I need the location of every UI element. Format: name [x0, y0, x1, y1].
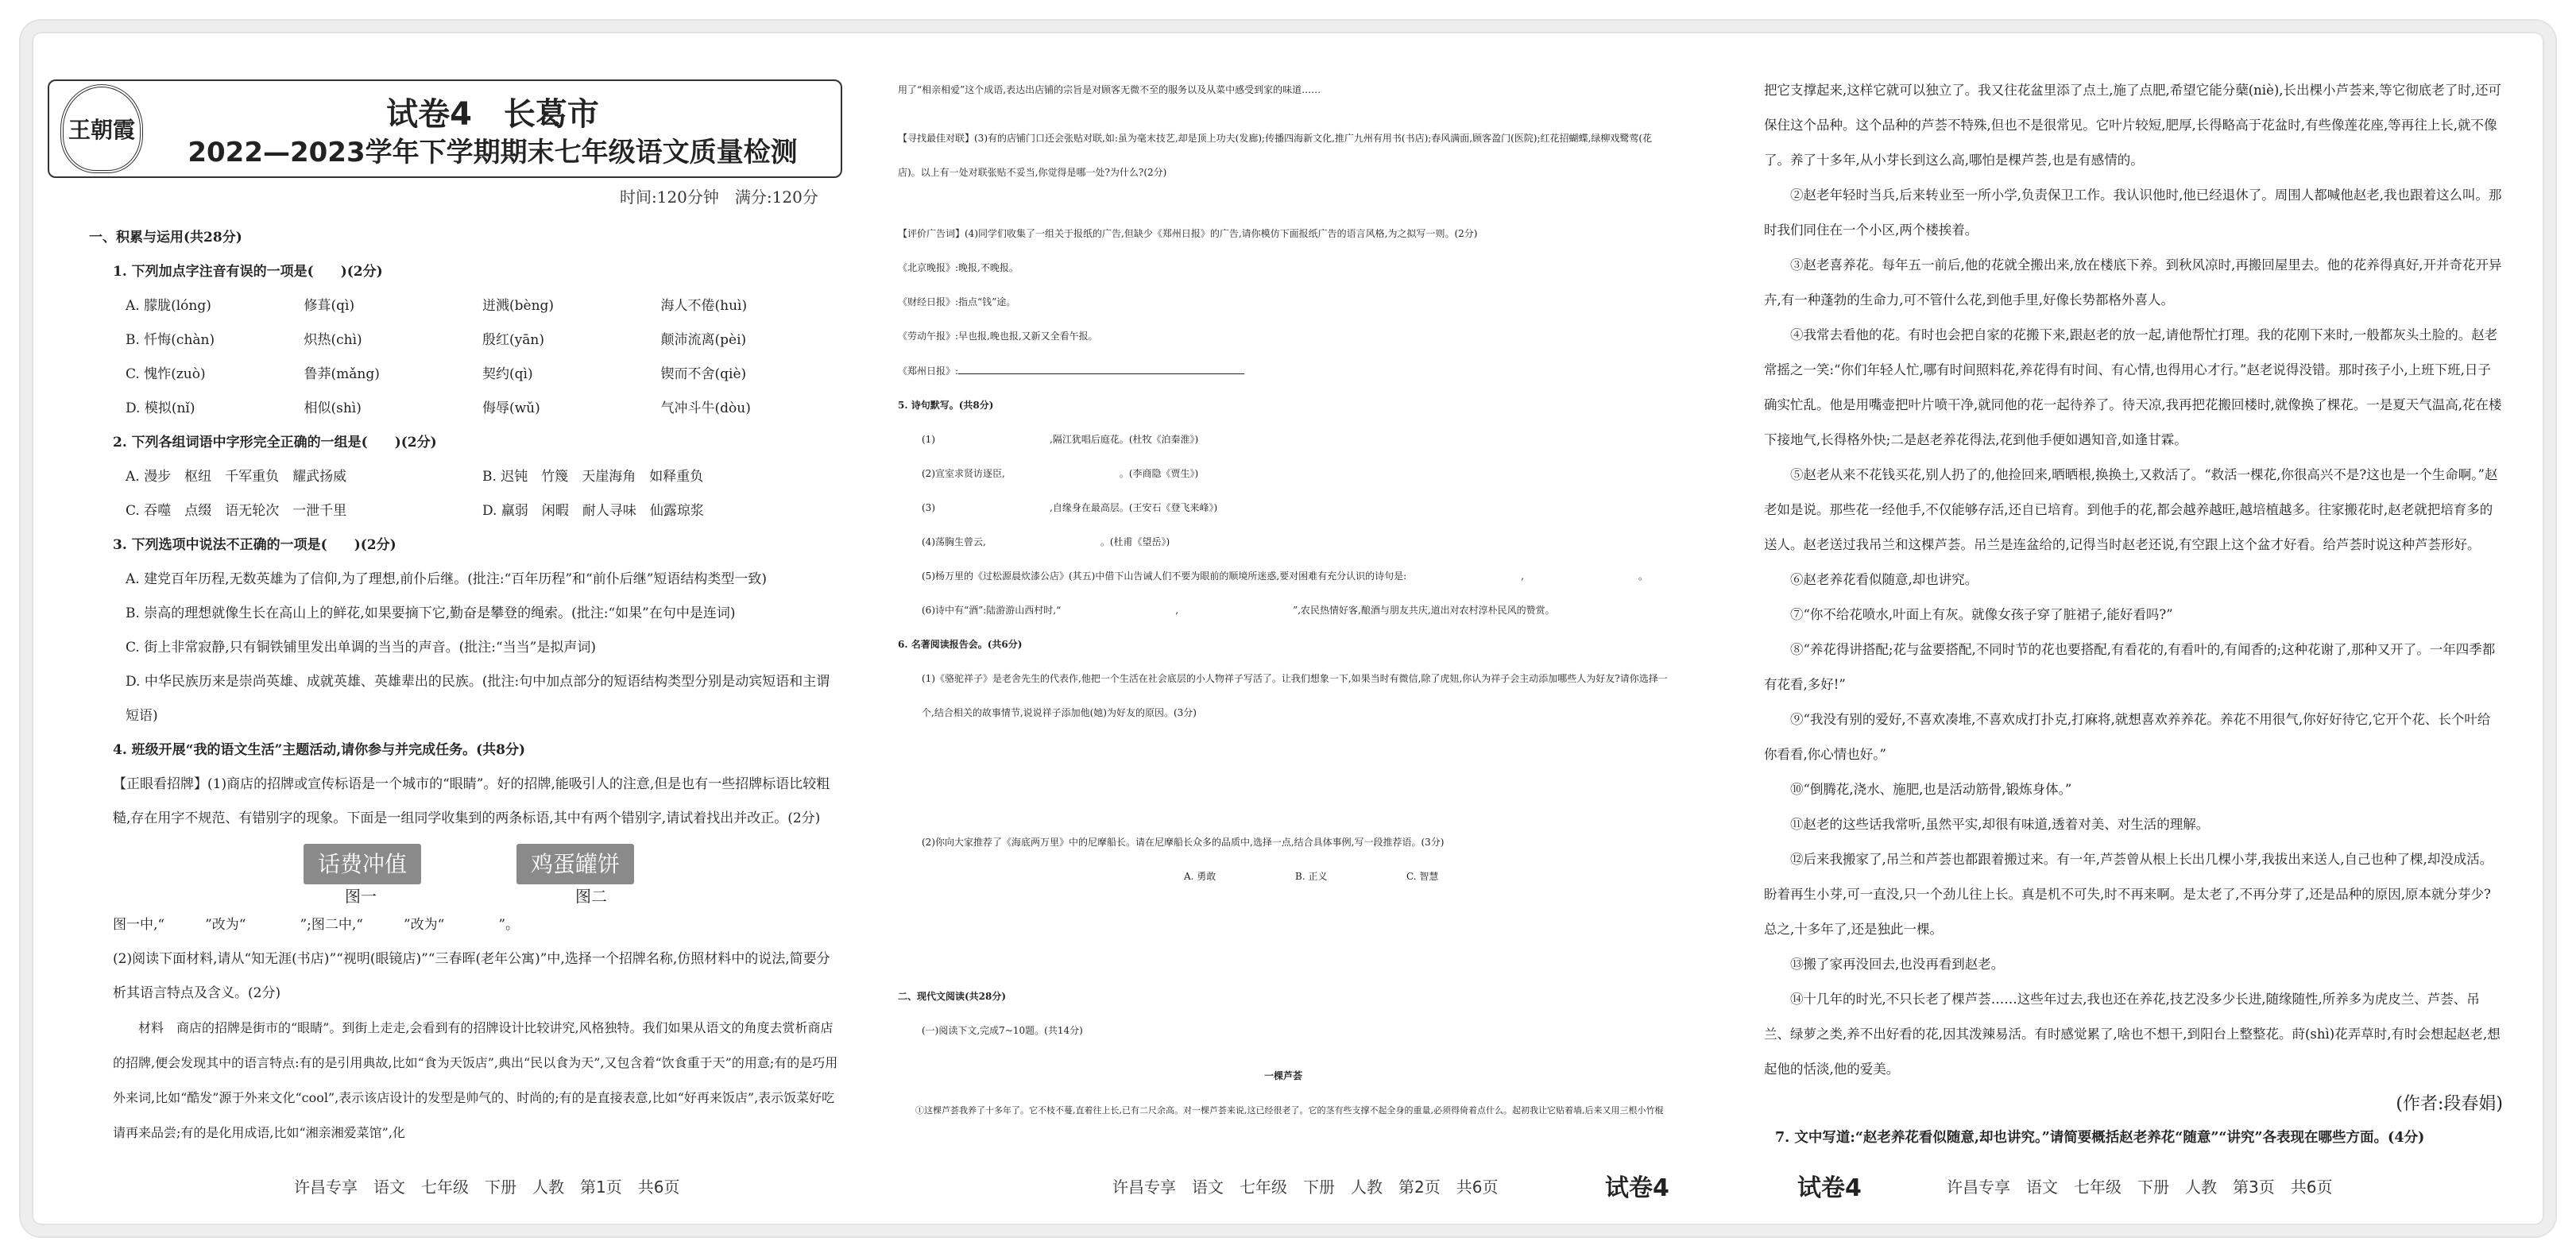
- sign-images: [304, 844, 839, 884]
- ad-3: 《劳动午报》:早也报,晚也报,又新又全看午报。: [898, 331, 1098, 342]
- reading-1-intro: (一)阅读下文,完成7~10题。(共14分): [922, 1025, 1083, 1036]
- article-para-5: ⑤赵老从来不花钱买花,别人扔了的,他捡回来,晒晒根,换换土,又救活了。“救活一棵花,你很高兴不是?这也是一个生命啊。”赵老如是说。那些花一经他手,不仅能够存活,还自已培育。到他手的花,都会越养越旺,越培植越多。往家搬花时,赵老就把培育多的送人。赵老送过我吊兰和这棵芦荟。吊兰是连盆给的,记得当时赵老还说,有空跟上这个盆才好看。给芦荟时说这种芦荟形好。: [1764, 467, 2498, 552]
- article-para-1-cont: 把它支撑起来,这样它就可以独立了。我又往花盆里添了点土,施了点肥,希望它能分蘖(niè),长出棵小芦荟来,等它彻底老了时,还可保住这个品种。这个品种的芦荟不特殊,但也不是很常见。它叶片较短,肥厚,长得略高于花盆时,有些像莲花座,等再往上长,就不像了。养了十多年,从小芽长到这么高,哪怕是棵芦荟,也是有感情的。: [1764, 83, 2502, 168]
- paper-label-right: 试卷4: [1797, 1174, 1862, 1202]
- article-title: 一棵芦荟: [1263, 1070, 1302, 1081]
- sign-image-1: 话费冲值: [304, 844, 421, 884]
- q4-part-3: 【寻找最佳对联】(3)有的店铺门口还会张贴对联,如:虽为毫末技艺,却是顶上功夫(发廊);传播四海新文化,推广九州有用书(书店);春风满面,顾客盈门(医院);红花招蝴蝶,绿柳戏鹭莺(花店)。以上有一处对联张贴不妥当,你觉得是哪一处?为什么?(2分): [898, 133, 1653, 178]
- article-para-14: ⑭十几年的时光,不只长老了棵芦荟……这些年过去,我也还在养花,技艺没多少长进,随缘随性,所养多为虎皮兰、芦荟、吊兰、绿萝之类,养不出好看的花,因其泼辣易活。有时感觉累了,啥也不想干,到阳台上整整花。莳(shì)花弄草时,有时会想起赵老,想起他的恬淡,他的爱美。: [1764, 992, 2501, 1077]
- q2-row-1: A. 漫步 枢纽 千军重负 耀武扬威 B. 迟钝 竹篾 天崖海角 如释重负: [126, 469, 704, 485]
- article-para-11: ⑪赵老的这些话我常听,虽然平实,却很有味道,透着对美、对生活的理解。: [1790, 817, 2210, 832]
- article-para-1: ①这棵芦荟我养了十多年了。它不枝不蔓,直着往上长,已有二尺余高。对一棵芦荟来说,这已经很老了。它的茎有些支撑不起全身的重量,必须得倚着点什么。起初我让它贴着墙,后来又用三根小竹棍: [915, 1105, 1664, 1116]
- q5-line-4: (4)荡胸生曾云, 。(杜甫《望岳》): [922, 536, 1170, 547]
- q5-line-5: (5)杨万里的《过松源晨炊漆公店》(其五)中借下山告诫人们不要为眼前的顺境所迷惑,要对困难有充分认识的诗句是: , 。: [922, 570, 1649, 582]
- paper-subtitle: 2022—2023学年下学期期末七年级语文质量检测: [188, 137, 798, 168]
- q1-row-d: D. 模拟(nǐ) 相似(shì) 侮辱(wǔ) 气冲斗牛(dòu): [126, 400, 751, 416]
- q6-part-2: (2)你向大家推荐了《海底两万里》中的尼摩船长。请在尼摩船长众多的品质中,选择一点,结合具体事例,写一段推荐语。(3分): [922, 837, 1445, 848]
- paper-title: 试卷4 长葛市: [386, 96, 599, 133]
- ad-2: 《财经日报》:指点“钱”途。: [898, 296, 1016, 307]
- q5-line-3: (3) ,自缘身在最高层。(王安石《登飞来峰》): [922, 502, 1218, 513]
- q4-part-4: 【评价广告词】(4)同学们收集了一组关于报纸的广告,但缺少《郑州日报》的广告,请你模仿下面报纸广告的语言风格,为之拟写一则。(2分): [898, 228, 1478, 239]
- article-para-2: ②赵老年轻时当兵,后来转业至一所小学,负责保卫工作。我认识他时,他已经退休了。周围人都喊他赵老,我也跟着这么叫。那时我们同住在一个小区,两个楼挨着。: [1764, 188, 2502, 238]
- material-continued: 用了“相亲相爱”这个成语,表达出店铺的宗旨是对顾客无微不至的服务以及从菜中感受到家的味道……: [898, 84, 1321, 95]
- column-2: [898, 73, 1669, 1128]
- question-7: 7. 文中写道:“赵老养花看似随意,却也讲究。”请简要概括赵老养花“随意”“讲究”各表现在哪些方面。(4分): [1775, 1130, 2425, 1146]
- article-para-10: ⑩“倒腾花,浇水、施肥,也是活动筋骨,锻炼身体。”: [1790, 782, 2072, 797]
- article-para-8: ⑧“养花得讲搭配;花与盆要搭配,不同时节的花也要搭配,有看花的,有看叶的,有闻香的;这种花谢了,那种又开了。一年四季都有花看,多好!”: [1764, 642, 2496, 692]
- question-1: 1. 下列加点字注音有误的一项是( )(2分): [113, 264, 383, 280]
- q3-option-b: B. 崇高的理想就像生长在高山上的鲜花,如果要摘下它,勤奋是攀登的绳索。(批注:“如果”在句中是连词): [126, 605, 736, 621]
- footer-page-2: 许昌专享 语文 七年级 下册 人教 第2页 共6页: [1112, 1178, 1499, 1197]
- q1-row-b: B. 忏悔(chàn) 炽热(chì) 殷红(yān) 颠沛流离(pèi): [126, 332, 747, 348]
- q1-row-a: A. 朦胧(lóng) 修葺(qì) 迸溅(bèng) 海人不倦(huì): [126, 298, 748, 314]
- material-text: 材料 商店的招牌是街市的“眼睛”。到街上走走,会看到有的招牌设计比较讲究,风格独特。我们如果从语文的角度去赏析商店的招牌,便会发现其中的语言特点:有的是引用典故,比如“食为天饭店”,典出“民以食为天”,又包含着“饮食重于天”的用意;有的是巧用外来词,比如“酷发”源于外来文化“cool”,表示该店设计的发型是帅气的、时尚的;有的是直接表意,比如“好再来饭店”,表示饭菜好吃请再来品尝;有的是化用成语,比如“湘亲湘爱菜馆”,化: [113, 1020, 838, 1140]
- answer-blank: [958, 354, 1244, 374]
- q4-part-1: 【正眼看招牌】(1)商店的招牌或宣传标语是一个城市的“眼睛”。好的招牌,能吸引人的注意,但是也有一些招牌标语比较粗糙,存在用字不规范、有错别字的现象。下面是一组同学收集到的两条标语,其中有两个错别字,请试着找出并改正。(2分): [113, 776, 830, 826]
- q6-options: A. 勇敢 B. 正义 C. 智慧: [1184, 871, 1439, 882]
- q2-row-2: C. 吞噬 点缀 语无轮次 一泄千里 D. 羸弱 闲暇 耐人寻味 仙露琼浆: [126, 503, 704, 519]
- publisher-logo: [60, 84, 143, 173]
- question-5: 5. 诗句默写。(共8分): [898, 400, 994, 411]
- column-1: [89, 216, 839, 1151]
- article-para-7: ⑦“你不给花喷水,叶面上有灰。就像女孩子穿了脏裙子,能好看吗?”: [1790, 607, 2173, 622]
- question-4: 4. 班级开展“我的语文生活”主题活动,请你参与并完成任务。(共8分): [113, 742, 526, 758]
- q5-line-6: (6)诗中有“酒”:陆游游山西村时,“ , ”,农民热情好客,酿酒与朋友共庆,道出对农村淳朴民风的赞赏。: [922, 605, 1555, 616]
- q5-line-1: (1) ,隔江犹唱后庭花。(杜牧《泊秦淮》): [922, 434, 1199, 445]
- question-3: 3. 下列选项中说法不正确的一项是( )(2分): [113, 537, 396, 553]
- caption-2: 图二: [575, 887, 607, 906]
- time-score: 时间:120分钟 满分:120分: [620, 188, 818, 207]
- q5-line-2: (2)宣室求贤访逐臣, 。(李商隐《贾生》): [922, 468, 1199, 479]
- ad-1: 《北京晚报》:晚报,不晚报。: [898, 262, 1019, 273]
- section-1-heading: 一、积累与运用(共28分): [89, 230, 242, 246]
- sign-image-2: 鸡蛋罐饼: [516, 844, 634, 884]
- q3-option-d: D. 中华民族历来是崇尚英雄、成就英雄、英雄辈出的民族。(批注:句中加点部分的短语结构类型分别是动宾短语和主谓短语): [126, 674, 830, 724]
- article-para-3: ③赵老喜养花。每年五一前后,他的花就全搬出来,放在楼底下养。到秋风凉时,再搬回屋里去。他的花养得真好,开并奇花开异卉,有一种蓬勃的生命力,可不管什么花,到他手里,好像长势都格外喜人。: [1764, 257, 2502, 307]
- article-para-6: ⑥赵老养花看似随意,却也讲究。: [1790, 572, 1978, 587]
- q4-fill-line: 图一中,“ ”改为“ ”;图二中,“ ”改为“ ”。: [113, 917, 520, 933]
- q1-row-c: C. 愧怍(zuò) 鲁莽(mǎng) 契约(qì) 锲而不舍(qiè): [126, 366, 747, 382]
- column-3: [1764, 73, 2503, 1155]
- article-author: (作者:段春娟): [2396, 1094, 2503, 1114]
- article-para-12: ⑫后来我搬家了,吊兰和芦荟也都跟着搬过来。有一年,芦荟曾从根上长出几棵小芽,我拔出来送人,自己也种了棵,却没成活。盼着再生小芽,可一直没,只一个劲儿往上长。真是机不可失,时不再来啊。是太老了,不再分芽了,还是品种的原因,原本就分芽少?总之,十多年了,还是独此一棵。: [1764, 852, 2493, 937]
- article-para-13: ⑬搬了家再没回去,也没再看到赵老。: [1790, 957, 2005, 972]
- ad-4: 《郑州日报》:: [898, 354, 1669, 389]
- caption-1: 图一: [345, 887, 377, 906]
- logo-text: 王朝霞: [68, 117, 135, 143]
- q2-options: [89, 460, 839, 528]
- question-6: 6. 名著阅读报告会。(共6分): [898, 639, 1023, 650]
- q6-part-1: (1)《骆驼祥子》是老舍先生的代表作,他把一个生活在社会底层的小人物祥子写活了。让我们想象一下,如果当时有微信,除了虎妞,你认为祥子会主动添加哪些人为好友?请你选择一个,结合相关的故事情节,说说祥子添加他(她)为好友的原因。(3分): [922, 673, 1668, 718]
- article-para-9: ⑨“我没有别的爱好,不喜欢凑堆,不喜欢成打扑克,打麻将,就想喜欢养养花。养花不用很气,你好好待它,它开个花、长个叶给你看看,你心情也好。”: [1764, 712, 2491, 762]
- q3-option-a: A. 建党百年历程,无数英雄为了信仰,为了理想,前仆后继。(批注:“百年历程”和“前仆后继”短语结构类型一致): [126, 571, 768, 587]
- question-2: 2. 下列各组词语中字形完全正确的一组是( )(2分): [113, 435, 437, 451]
- q3-option-c: C. 街上非常寂静,只有铜铁铺里发出单调的当当的声音。(批注:“当当”是拟声词): [126, 640, 596, 656]
- q1-options: [89, 289, 839, 426]
- footer-page-1: 许昌专享 语文 七年级 下册 人教 第1页 共6页: [294, 1178, 680, 1197]
- article-para-4: ④我常去看他的花。有时也会把自家的花搬下来,跟赵老的放一起,请他帮忙打理。我的花刚下来时,一般都灰头土脸的。赵老常摇之一笑:“你们年轻人忙,哪有时间照料花,养花得有时间、有心情,也得用心才行。”赵老说得没错。那时孩子小,上班下班,日子确实忙乱。他是用嘴壶把叶片喷干净,就同他的花一起待养了。待天凉,我再把花搬回楼时,就像换了棵花。一是夏天气温高,花在楼下接地气,长得格外快;二是赵老养花得法,花到他手便如遇知音,如逢甘霖。: [1764, 327, 2502, 447]
- q4-part-2: (2)阅读下面材料,请从“知无涯(书店)”“视明(眼镜店)”“三春晖(老年公寓)”中,选择一个招牌名称,仿照材料中的说法,简要分析其语言特点及含义。(2分): [113, 951, 830, 1001]
- paper-label-left: 试卷4: [1605, 1174, 1669, 1202]
- sign-captions: [345, 884, 839, 908]
- footer-page-3: 许昌专享 语文 七年级 下册 人教 第3页 共6页: [1947, 1178, 2333, 1197]
- section-2-heading: 二、现代文阅读(共28分): [898, 991, 1007, 1002]
